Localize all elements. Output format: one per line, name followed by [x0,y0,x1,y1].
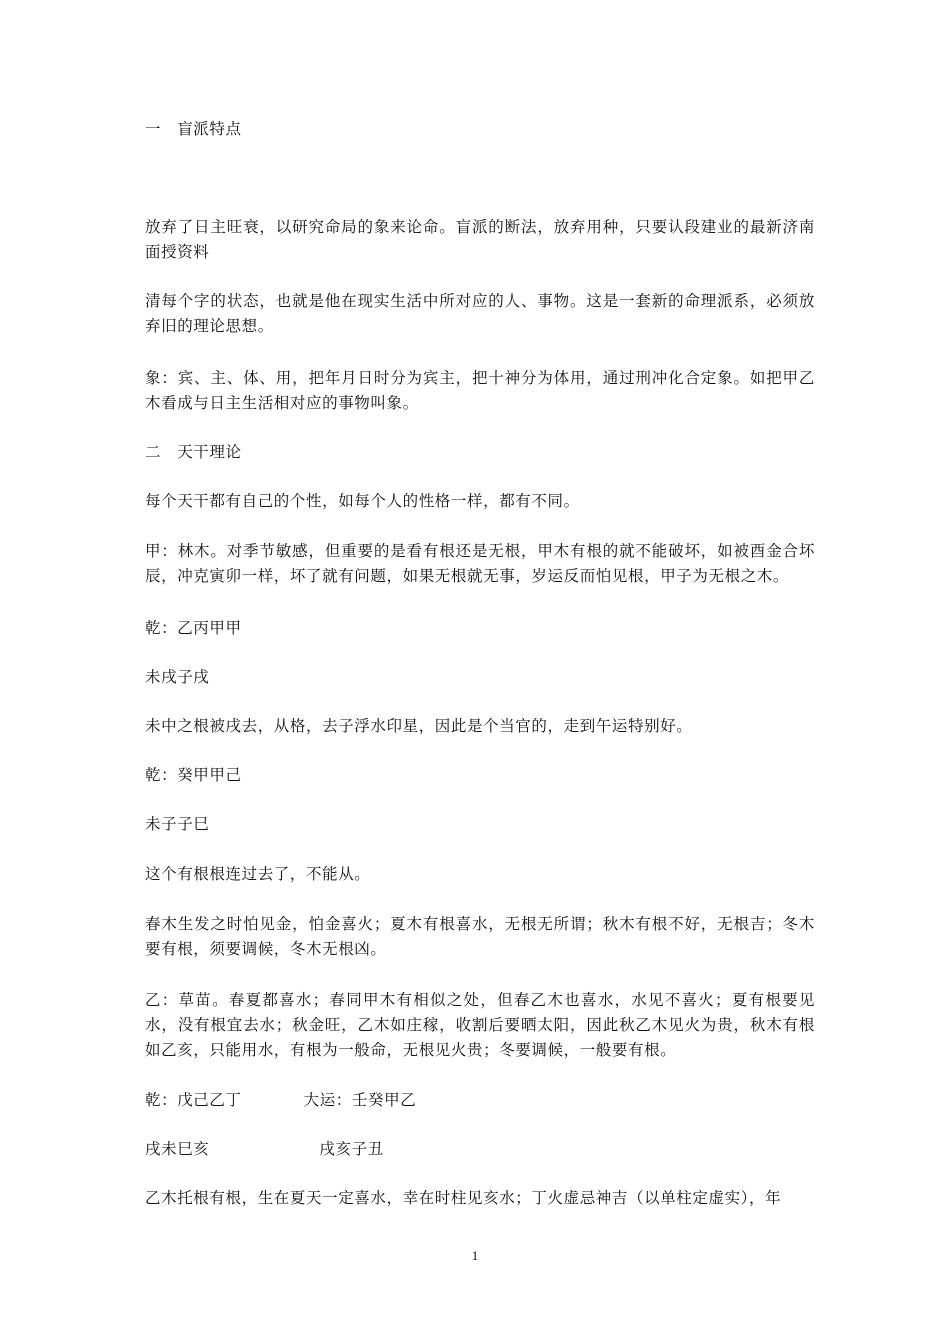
page-number: 1 [471,1248,479,1263]
paragraph: 乙木托根有根，生在夏天一定喜水，幸在时柱见亥水；丁火虚忌神吉（以单柱定虚实），年 [145,1189,782,1207]
chart-row-right: 大运：壬癸甲乙 [303,1091,417,1109]
chart-line: 乾：癸甲甲己 [145,766,242,784]
paragraph: 象：宾、主、体、用，把年月日时分为宾主，把十神分为体用，通过刑冲化合定象。如把甲乙木看成与日主生活相对应的事物叫象。 [145,369,815,412]
section-heading: 一 盲派特点 [145,120,242,138]
chart-line: 未子子巳 [145,815,210,833]
section-heading: 二 天干理论 [145,443,242,461]
chart-row-right: 戌亥子丑 [319,1140,384,1158]
paragraph: 每个天干都有自己的个性，如每个人的性格一样，都有不同。 [145,492,580,510]
chart-row-left: 戌未巳亥 [145,1140,210,1158]
paragraph: 春木生发之时怕见金，怕金喜火；夏木有根喜水，无根无所谓；秋木有根不好，无根吉；冬木要有根，须要调候，冬木无根凶。 [145,915,815,958]
chart-line: 乾：乙丙甲甲 [145,619,242,637]
chart-line: 未戌子戌 [145,668,210,686]
paragraph: 放弃了日主旺衰，以研究命局的象来论命。盲派的断法，放弃用种，只要认段建业的最新济南面授资料 [145,218,815,261]
paragraph: 乙：草苗。春夏都喜水；春同甲木有相似之处，但春乙木也喜水，水见不喜火；夏有根要见水，没有根宜去水；秋金旺，乙木如庄稼，收割后要晒太阳，因此秋乙木见火为贵，秋木有根如乙亥，只能用水，有根为一般命，无根见火贵；冬要调候，一般要有根。 [145,991,815,1059]
paragraph: 未中之根被戌去，从格，去子浮水印星，因此是个当官的，走到午运特别好。 [145,717,693,735]
paragraph: 清每个字的状态，也就是他在现实生活中所对应的人、事物。这是一套新的命理派系，必须放弃旧的理论思想。 [145,292,815,335]
chart-row-left: 乾：戊己乙丁 [145,1091,242,1109]
chart-row [145,1088,815,1113]
paragraph: 甲：林木。对季节敏感，但重要的是看有根还是无根，甲木有根的就不能破坏，如被酉金合坏辰，冲克寅卯一样，坏了就有问题，如果无根就无事，岁运反而怕见根，甲子为无根之木。 [145,542,815,585]
paragraph: 这个有根根连过去了，不能从。 [145,865,371,883]
chart-row [145,1137,815,1162]
